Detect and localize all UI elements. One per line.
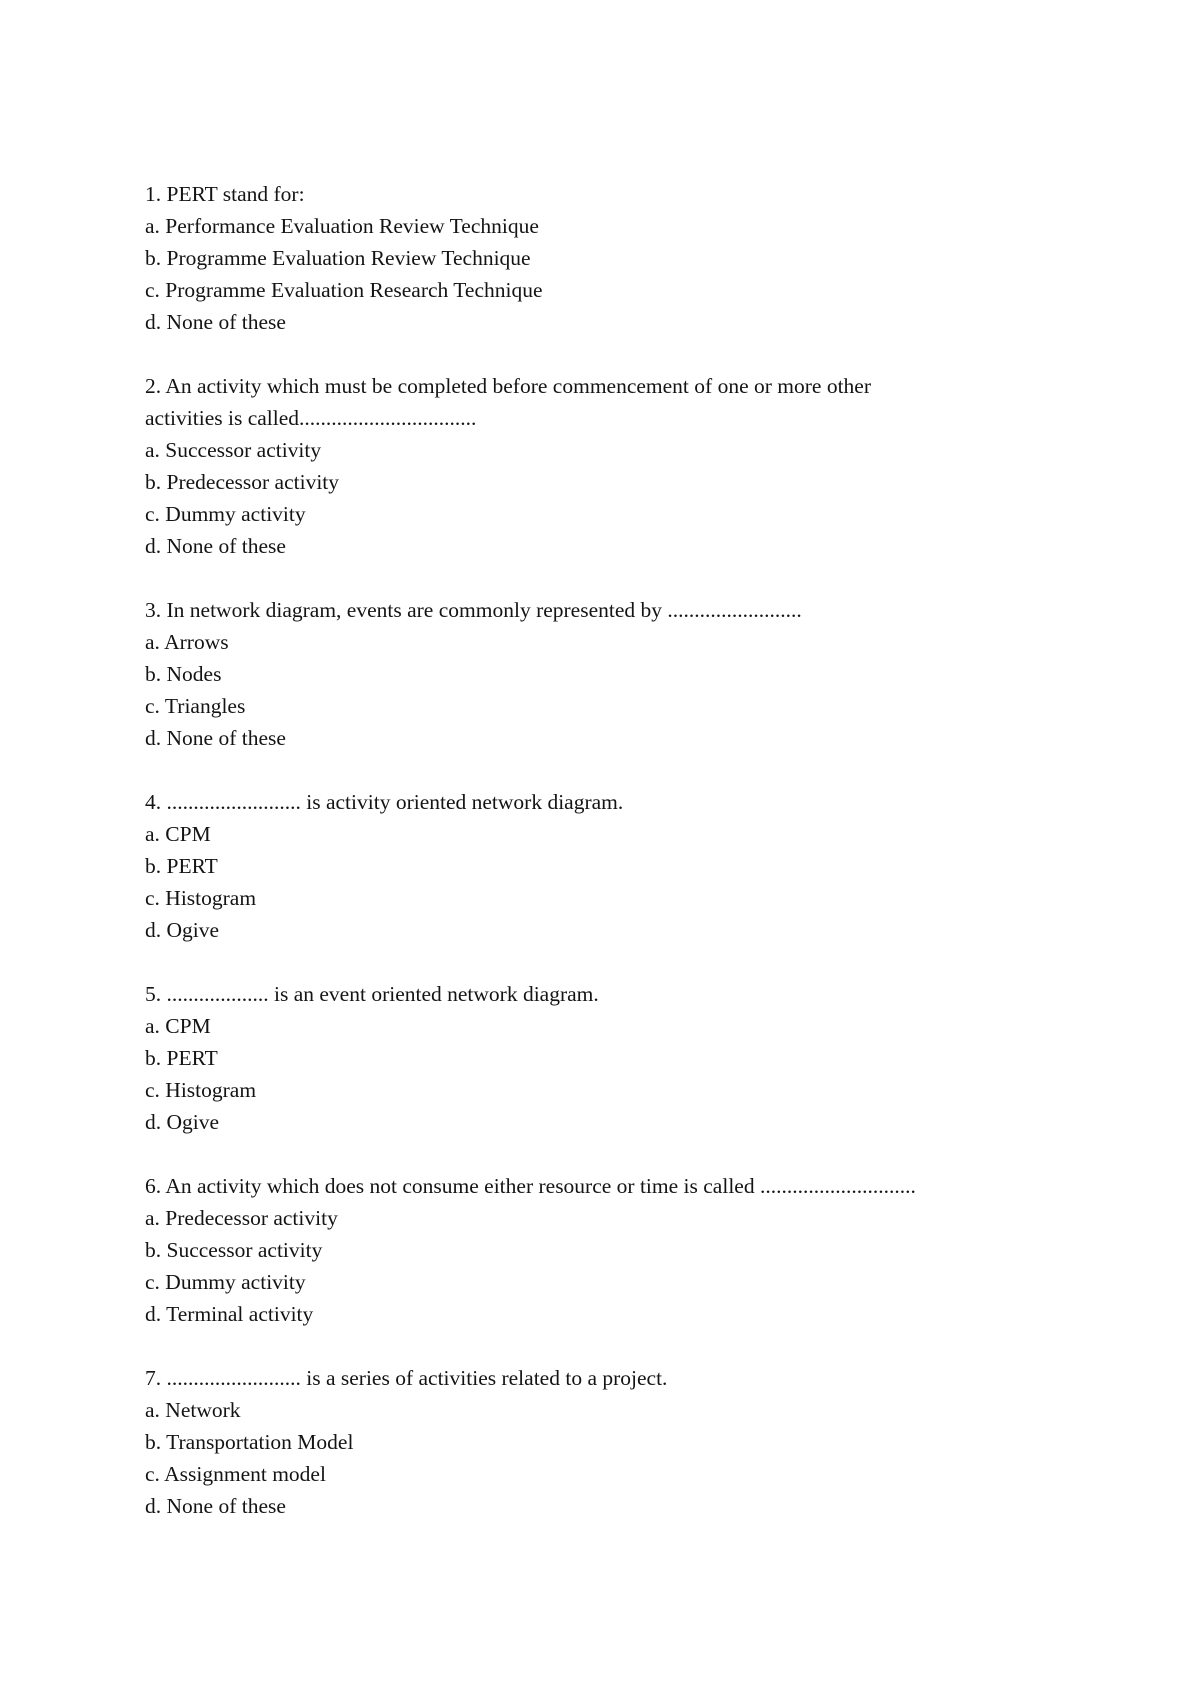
option-a: a. Network bbox=[145, 1398, 241, 1422]
option-d: d. Ogive bbox=[145, 918, 220, 942]
question-stem: 4. ......................... is activity oriented network diagram. bbox=[145, 790, 624, 814]
option-b: b. PERT bbox=[145, 854, 218, 878]
question-7 bbox=[145, 1362, 1145, 1522]
option-c: c. Triangles bbox=[145, 694, 246, 718]
option-c: c. Histogram bbox=[145, 1078, 257, 1102]
option-d: d. None of these bbox=[145, 726, 286, 750]
option-a: a. Predecessor activity bbox=[145, 1206, 338, 1230]
option-b: b. Transportation Model bbox=[145, 1430, 354, 1454]
option-c: c. Histogram bbox=[145, 886, 257, 910]
question-stem: 5. ................... is an event oriented network diagram. bbox=[145, 982, 599, 1006]
option-b: b. PERT bbox=[145, 1046, 218, 1070]
option-d: d. None of these bbox=[145, 1494, 286, 1518]
option-d: d. None of these bbox=[145, 310, 286, 334]
option-d: d. None of these bbox=[145, 534, 286, 558]
question-6 bbox=[145, 1170, 1145, 1330]
question-stem: 2. An activity which must be completed before commencement of one or more other activities is called................................. bbox=[145, 374, 871, 430]
option-a: a. CPM bbox=[145, 1014, 211, 1038]
option-c: c. Programme Evaluation Research Technique bbox=[145, 278, 543, 302]
option-b: b. Predecessor activity bbox=[145, 470, 340, 494]
option-c: c. Dummy activity bbox=[145, 502, 306, 526]
question-stem: 7. ......................... is a series of activities related to a project. bbox=[145, 1366, 668, 1390]
question-5 bbox=[145, 978, 1145, 1138]
option-a: a. Performance Evaluation Review Technique bbox=[145, 214, 539, 238]
question-list bbox=[145, 178, 1145, 1554]
option-b: b. Programme Evaluation Review Technique bbox=[145, 246, 531, 270]
option-c: c. Assignment model bbox=[145, 1462, 326, 1486]
option-b: b. Nodes bbox=[145, 662, 222, 686]
option-a: a. Successor activity bbox=[145, 438, 322, 462]
question-1 bbox=[145, 178, 1145, 338]
question-3 bbox=[145, 594, 1145, 754]
option-a: a. CPM bbox=[145, 822, 211, 846]
question-stem: 6. An activity which does not consume either resource or time is called ............................. bbox=[145, 1174, 916, 1198]
question-4 bbox=[145, 786, 1145, 946]
option-b: b. Successor activity bbox=[145, 1238, 323, 1262]
option-a: a. Arrows bbox=[145, 630, 229, 654]
option-d: d. Ogive bbox=[145, 1110, 220, 1134]
question-stem: 1. PERT stand for: bbox=[145, 182, 305, 206]
option-c: c. Dummy activity bbox=[145, 1270, 306, 1294]
question-2 bbox=[145, 370, 1145, 562]
question-stem: 3. In network diagram, events are commonly represented by ......................... bbox=[145, 598, 802, 622]
option-d: d. Terminal activity bbox=[145, 1302, 314, 1326]
